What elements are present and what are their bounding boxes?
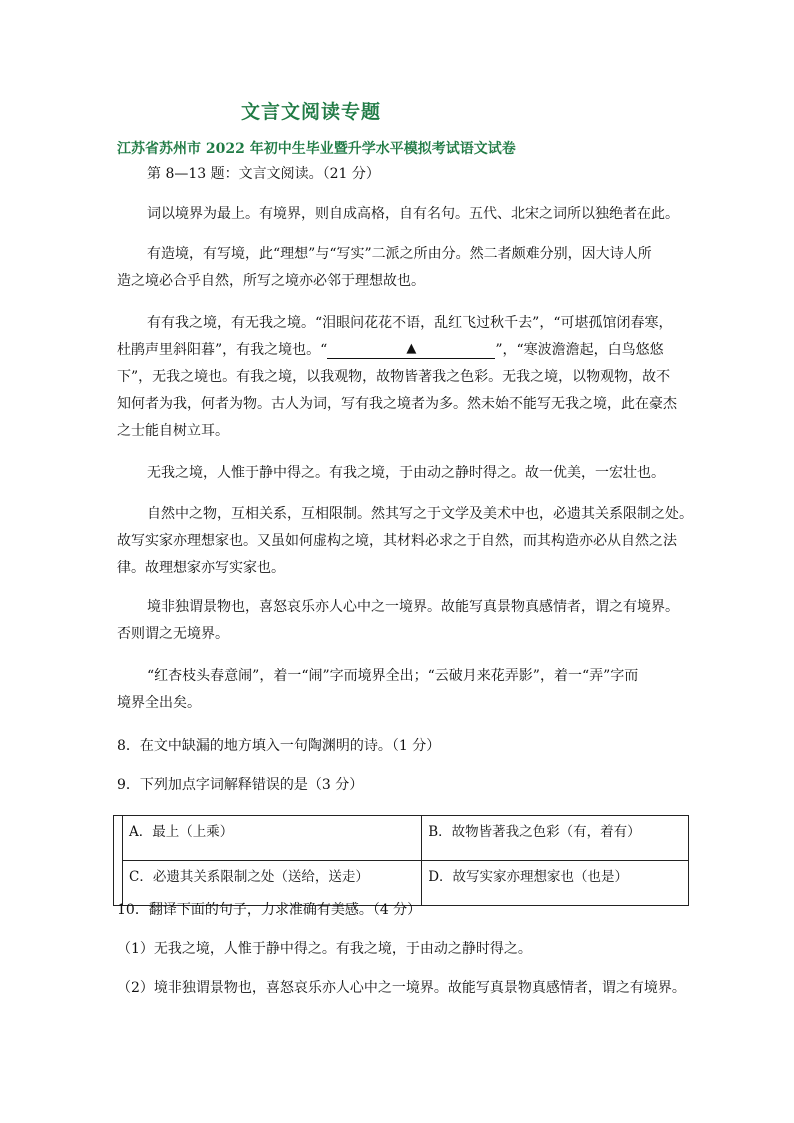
paragraph-7-line: 境界全出矣。 [117, 695, 201, 711]
question-8: 8．在文中缺漏的地方填入一句陶渊明的诗。（1 分） [117, 738, 441, 754]
question-9: 9．下列加点字词解释错误的是（3 分） [117, 777, 364, 793]
option-c[interactable]: C．必遗其关系限制之处（送给，送走） [123, 861, 422, 906]
option-d[interactable]: D．故写实家亦理想家也（也是） [422, 861, 689, 906]
paragraph-5 [117, 501, 693, 582]
exam-source: 江苏省苏州市 2022 年初中生毕业暨升学水平模拟考试语文试卷 [117, 141, 516, 157]
question-10-1: （1）无我之境，人惟于静中得之。有我之境，于由动之静时得之。 [117, 941, 532, 957]
paragraph-6-line: 否则谓之无境界。 [117, 626, 229, 642]
paragraph-3-text: 杜鹃声里斜阳暮”，有我之境也。“ [117, 342, 328, 358]
paragraph-4: 无我之境，人惟于静中得之。有我之境，于由动之静时得之。故一优美，一宏壮也。 [147, 465, 665, 481]
option-a[interactable]: A．最上（上乘） [123, 816, 422, 861]
paragraph-7-line: “红杏枝头春意闹”，着一“闹”字而境界全出；“云破月来花弄影”，着一“弄”字而 [147, 668, 639, 684]
paragraph-1: 词以境界为最上。有境界，则自成高格，自有名句。五代、北宋之词所以独绝者在此。 [147, 206, 679, 222]
paragraph-3-line: 下”，无我之境也。有我之境，以我观物，故物皆著我之色彩。无我之境，以物观物，故不 [117, 369, 671, 385]
paragraph-3-line: 之士能自树立耳。 [117, 423, 229, 439]
paragraph-5-line: 律。故理想家亦写实家也。 [117, 560, 285, 576]
option-b[interactable]: B．故物皆著我之色彩（有，着有） [422, 816, 689, 861]
paragraph-5-line: 自然中之物，互相关系，互相限制。然其写之于文学及美术中也，必遗其关系限制之处。 [147, 506, 693, 522]
instruction: 第 8—13 题：文言文阅读。（21 分） [147, 166, 380, 182]
paragraph-3-line: 知何者为我，何者为物。古人为词，写有我之境者为多。然未始不能写无我之境，此在豪杰 [117, 396, 677, 412]
options-table [113, 815, 689, 906]
paragraph-2-line: 造之境必合乎自然，所写之境亦必邻于理想故也。 [117, 273, 425, 289]
paragraph-7 [117, 663, 682, 717]
paragraph-3-text: ”，“寒波澹澹起，白鸟悠悠 [495, 342, 664, 358]
paragraph-2-line: 有造境，有写境，此“理想”与“写实”二派之所由分。然二者颇难分别，因大诗人所 [147, 246, 652, 262]
paragraph-5-line: 故写实家亦理想家也。又虽如何虚构之境，其材料必求之于自然，而其构造亦必从自然之法 [117, 533, 677, 549]
page-title: 文言文阅读专题 [241, 101, 382, 123]
question-10-2: （2）境非独谓景物也，喜怒哀乐亦人心中之一境界。故能写真景物真感情者，谓之有境界。 [117, 980, 686, 996]
fill-in-blank[interactable]: ▲ [327, 340, 495, 359]
paragraph-3-line: 有有我之境，有无我之境。“泪眼问花花不语，乱红飞过秋千去”，“可堪孤馆闭春寒， [147, 315, 673, 331]
paragraph-6-line: 境非独谓景物也，喜怒哀乐亦人心中之一境界。故能写真景物真感情者，谓之有境界。 [147, 599, 679, 615]
paragraph-3 [117, 310, 682, 445]
question-10: 10．翻译下面的句子，力求准确有美感。（4 分） [117, 902, 422, 918]
paragraph-6 [117, 594, 682, 648]
paragraph-3-line [117, 337, 682, 364]
paragraph-2 [117, 241, 682, 295]
table-gutter [114, 816, 123, 906]
